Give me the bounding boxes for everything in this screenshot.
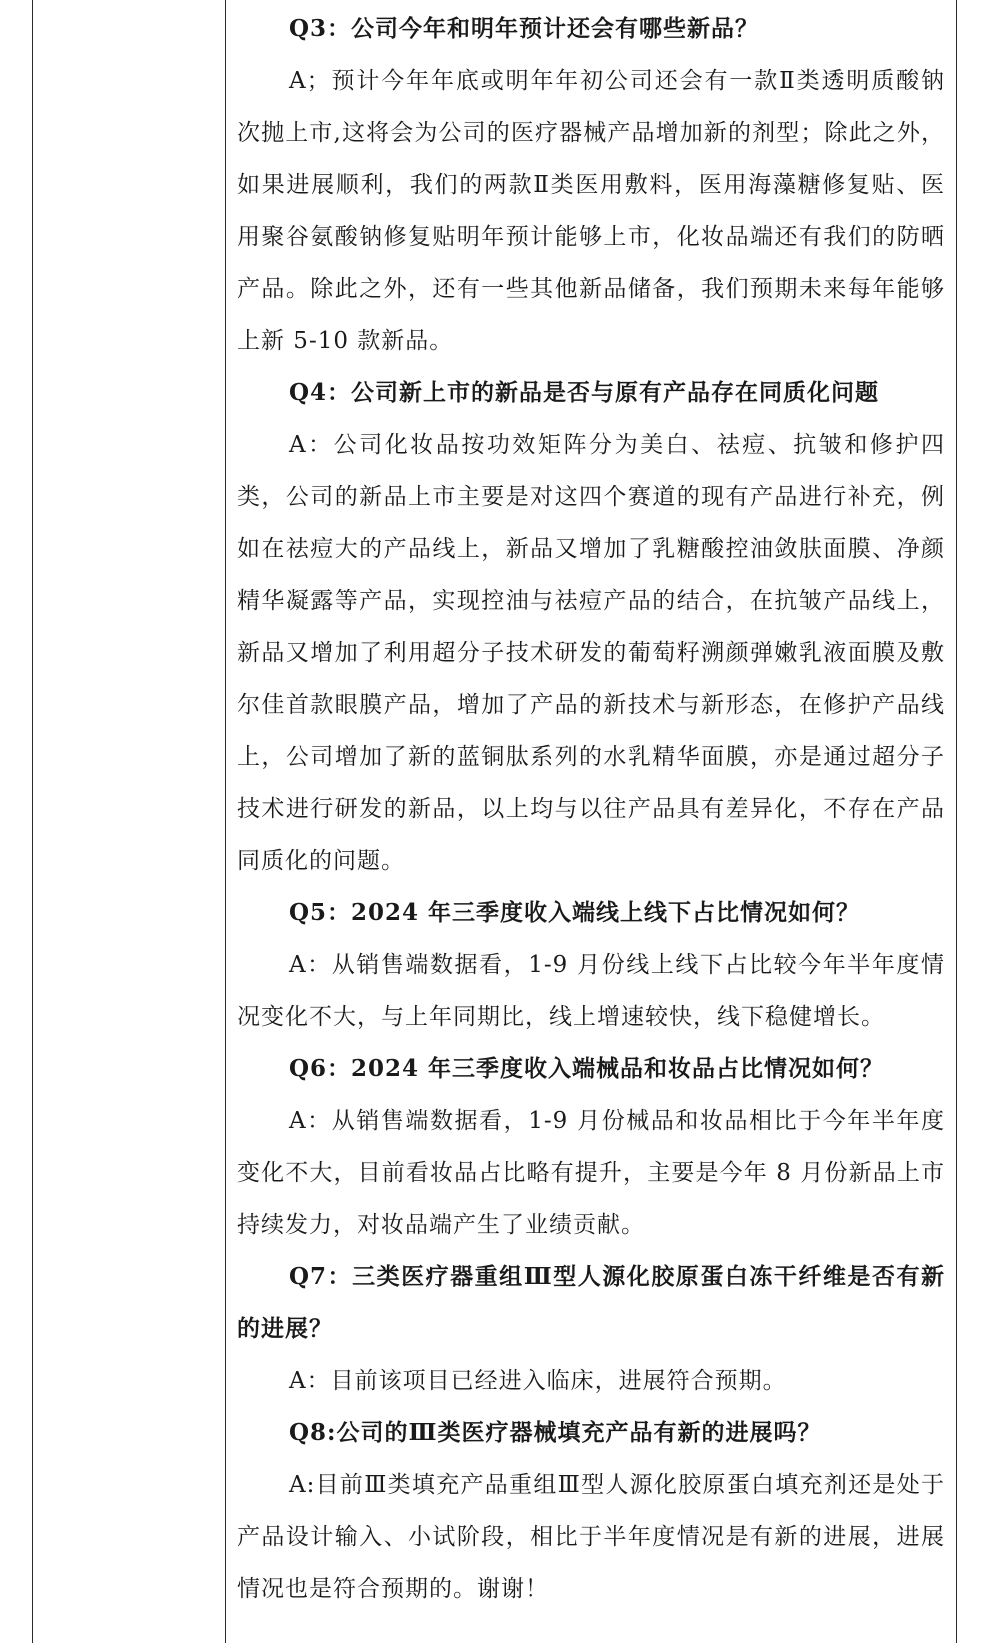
table-border-right [956,0,957,1643]
answer-q5: A：从销售端数据看，1-9 月份线上线下占比较今年半年度情况变化不大，与上年同期比，线上增速较快，线下稳健增长。 [237,952,945,1030]
qa-block-q3 [237,3,945,367]
table-border-left [32,0,33,1643]
qa-block-q5 [237,887,945,1043]
qa-block-q4 [237,367,945,887]
qa-block-q7 [237,1251,945,1407]
question-q4: Q4：公司新上市的新品是否与原有产品存在同质化问题 [289,379,880,406]
question-q3: Q3：公司今年和明年预计还会有哪些新品？ [289,15,760,42]
answer-q8: A:目前Ⅲ类填充产品重组Ⅲ型人源化胶原蛋白填充剂还是处于产品设计输入、小试阶段，相比于半年度情况是有新的进展，进展情况也是符合预期的。谢谢！ [237,1472,945,1602]
qa-block-q6 [237,1043,945,1251]
question-q8: Q8:公司的Ⅲ类医疗器械填充产品有新的进展吗？ [289,1419,822,1446]
question-q5: Q5：2024 年三季度收入端线上线下占比情况如何？ [289,899,861,926]
answer-q4: A：公司化妆品按功效矩阵分为美白、祛痘、抗皱和修护四类，公司的新品上市主要是对这四个赛道的现有产品进行补充，例如在祛痘大的产品线上，新品又增加了乳糖酸控油敛肤面膜、净颜精华凝露等产品，实现控油与祛痘产品的结合，在抗皱产品线上，新品又增加了利用超分子技术研发的葡萄籽溯颜弹嫩乳液面膜及敷尔佳首款眼膜产品，增加了产品的新技术与新形态，在修护产品线上，公司增加了新的蓝铜肽系列的水乳精华面膜，亦是通过超分子技术进行研发的新品，以上均与以往产品具有差异化，不存在产品同质化的问题。 [237,432,945,874]
question-q6: Q6：2024 年三季度收入端械品和妆品占比情况如何？ [289,1055,885,1082]
answer-q6: A：从销售端数据看，1-9 月份械品和妆品相比于今年半年度变化不大，目前看妆品占比略有提升，主要是今年 8 月份新品上市持续发力，对妆品端产生了业绩贡献。 [237,1108,945,1238]
qa-block-q8 [237,1407,945,1615]
answer-q7: A：目前该项目已经进入临床，进展符合预期。 [289,1368,787,1394]
qa-content-cell [237,0,945,1615]
answer-q3: A；预计今年年底或明年年初公司还会有一款Ⅱ类透明质酸钠次抛上市,这将会为公司的医疗器械产品增加新的剂型；除此之外，如果进展顺利，我们的两款Ⅱ类医用敷料，医用海藻糖修复贴、医用聚谷氨酸钠修复贴明年预计能够上市，化妆品端还有我们的防晒产品。除此之外，还有一些其他新品储备，我们预期未来每年能够上新 5-10 款新品。 [237,68,945,354]
question-q7: Q7：三类医疗器重组Ⅲ型人源化胶原蛋白冻干纤维是否有新的进展？ [237,1263,945,1342]
table-border-middle [225,0,226,1643]
